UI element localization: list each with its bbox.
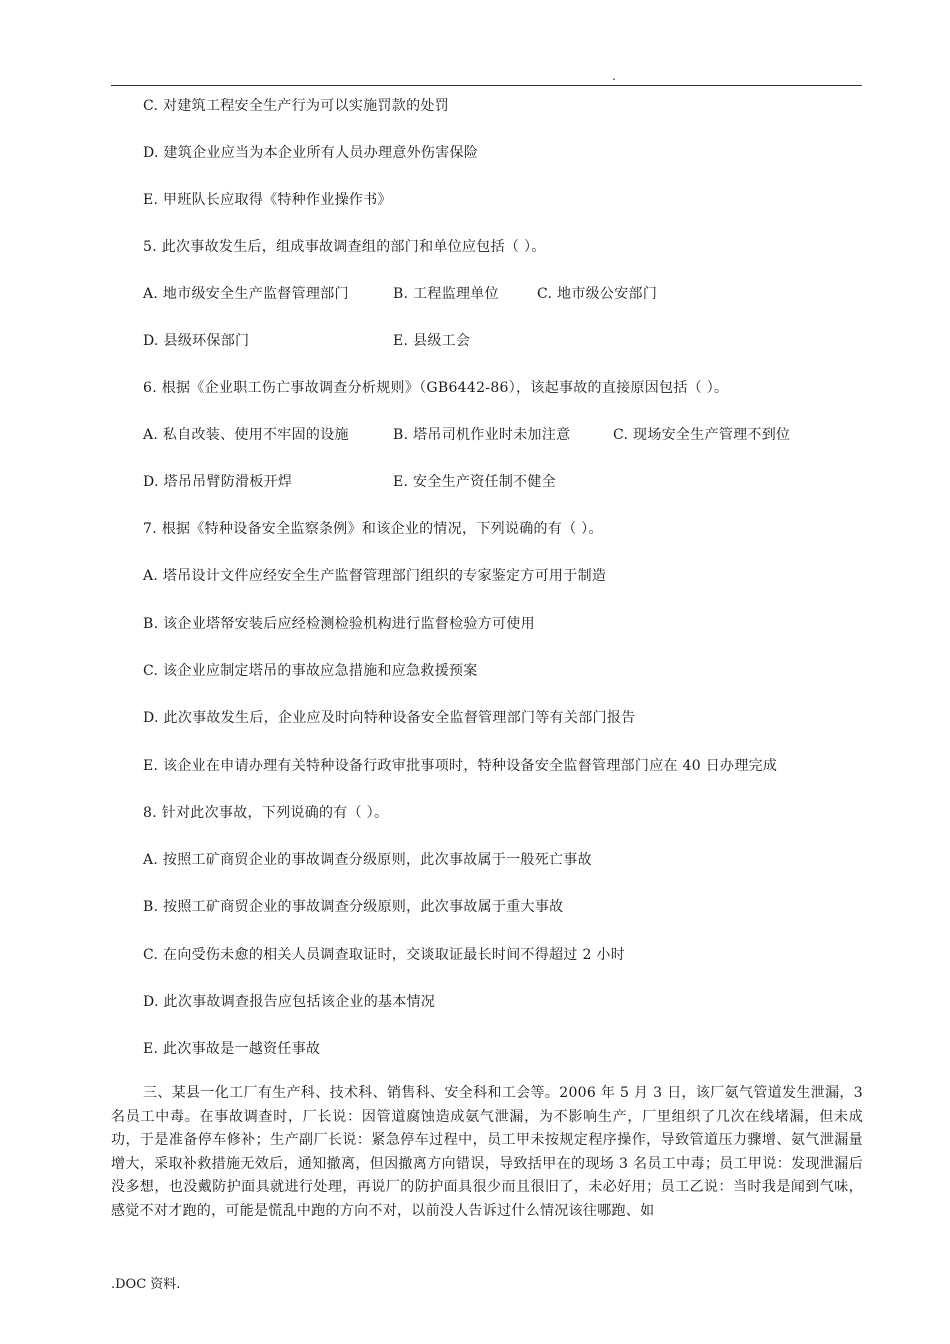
option-line: E. 甲班队长应取得《特种作业操作书》 bbox=[143, 192, 392, 208]
option-a: A. 私自改装、使用不牢固的设施 bbox=[143, 427, 349, 443]
header-rule bbox=[111, 85, 862, 86]
option-a: A. 地市级安全生产监督管理部门 bbox=[143, 286, 349, 302]
footer-text: .DOC 资料. bbox=[111, 1277, 181, 1292]
question-8: 8. 针对此次事故，下列说确的有（ ）。 bbox=[143, 805, 389, 821]
option-line: D. 此次事故发生后，企业应及时向特种设备安全监督管理部门等有关部门报告 bbox=[143, 710, 636, 726]
option-d: D. 塔吊吊臂防滑板开焊 bbox=[143, 474, 293, 490]
option-e: E. 安全生产资任制不健全 bbox=[393, 474, 557, 490]
header-mark: . bbox=[612, 69, 616, 83]
option-line: E. 该企业在申请办理有关特种设备行政审批事项时，特种设备安全监督管理部门应在 40 日办理完成 bbox=[143, 758, 778, 774]
option-line: C. 对建筑工程安全生产行为可以实施罚款的处罚 bbox=[143, 98, 450, 114]
option-e: E. 县级工会 bbox=[393, 333, 471, 349]
question-6: 6. 根据《企业职工伤亡事故调查分析规则》（GB6442-86），该起事故的直接原因包括（ ）。 bbox=[143, 380, 729, 396]
option-b: B. 工程监理单位 bbox=[393, 286, 499, 302]
case-paragraph: 三、某县一化工厂有生产科、技术科、销售科、安全科和工会等。2006 年 5 月 3 日，该厂氨气管道发生泄漏，3 名员工中毒。在事故调查时，厂长说：因管道腐蚀造成氨气泄漏，为不影响生产，厂里组织了几次在线堵漏，但未成功，于是准备停车修补；生产副厂长说：紧急停车过程中，员工甲未按规定程序操作，导致管道压力骤增、氨气泄漏量增大，采取补救措施无效后，通知撤离，但因撤离方向错误，导致括甲在的现场 3 名员工中毒；员工甲说：发现泄漏后没多想，也没戴防护面具就进行处理，再说厂的防护面具很少而且很旧了，未必好用；员工乙说：当时我是闻到气味，感觉不对才跑的，可能是慌乱中跑的方向不对，以前没人告诉过什么情况该往哪跑、如 bbox=[111, 1085, 863, 1219]
question-7: 7. 根据《特种设备安全监察条例》和该企业的情况，下列说确的有（ ）。 bbox=[143, 521, 603, 537]
option-line: A. 按照工矿商贸企业的事故调查分级原则，此次事故属于一般死亡事故 bbox=[143, 852, 592, 868]
option-line: C. 该企业应制定塔吊的事故应急措施和应急救援预案 bbox=[143, 663, 478, 679]
option-b: B. 塔吊司机作业时未加注意 bbox=[393, 427, 571, 443]
option-c: C. 现场安全生产管理不到位 bbox=[613, 427, 791, 443]
option-c: C. 地市级公安部门 bbox=[537, 286, 658, 302]
option-line: B. 按照工矿商贸企业的事故调查分级原则，此次事故属于重大事故 bbox=[143, 899, 564, 915]
option-d: D. 县级环保部门 bbox=[143, 333, 250, 349]
option-line: E. 此次事故是一越资任事故 bbox=[143, 1041, 321, 1057]
question-5: 5. 此次事故发生后，组成事故调查组的部门和单位应包括（ ）。 bbox=[143, 239, 546, 255]
option-line: C. 在向受伤未愈的相关人员调查取证时，交谈取证最长时间不得超过 2 小时 bbox=[143, 947, 626, 963]
option-line: D. 此次事故调查报告应包括该企业的基本情况 bbox=[143, 994, 436, 1010]
option-line: B. 该企业塔帑安装后应经检测检验机构进行监督检验方可使用 bbox=[143, 616, 535, 632]
option-line: A. 塔吊设计文件应经安全生产监督管理部门组织的专家鉴定方可用于制造 bbox=[143, 568, 607, 584]
option-line: D. 建筑企业应当为本企业所有人员办理意外伤害保险 bbox=[143, 145, 479, 161]
